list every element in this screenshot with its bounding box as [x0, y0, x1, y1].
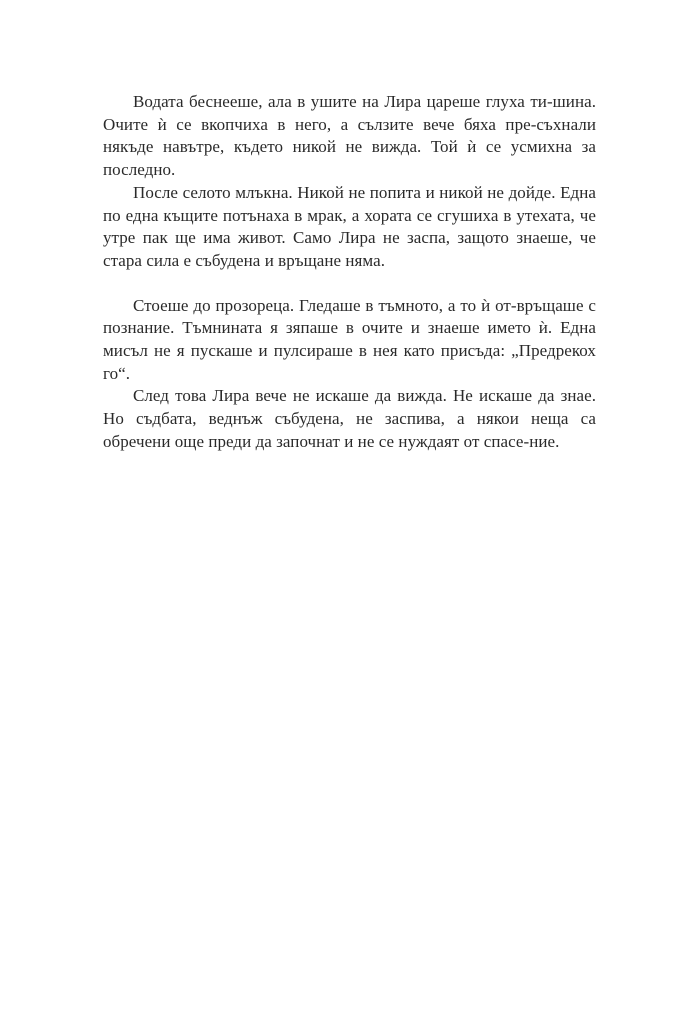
paragraph-2: После селото млъкна. Никой не попита и никой не дойде. Една по една къщите потънаха в мрак, а хората се сгушиха в утехата, че утре пак ще има живот. Само Лира не заспа, защото знаеше, че стара сила е събудена и връщане няма. — [103, 182, 596, 270]
section-break — [103, 273, 596, 295]
paragraph-3: Стоеше до прозореца. Гледаше в тъмното, а то ѝ от-връщаше с познание. Тъмнината я зяпаше в очите и знаеше името ѝ. Една мисъл не я пускаше и пулсираше в нея като присъда: „Предрекох го“. — [103, 295, 596, 383]
paragraph-4: След това Лира вече не искаше да вижда. Не искаше да знае. Но съдбата, веднъж събудена, не заспива, а някои неща са обречени още преди да започнат и не се нуждаят от спасе-ние. — [103, 386, 596, 451]
document-page — [103, 91, 596, 454]
paragraph-1: Водата беснееше, ала в ушите на Лира цареше глуха ти-шина. Очите ѝ се вкопчиха в него, а сълзите вече бяха пре-съхнали някъде навътре, където никой не вижда. Той ѝ се усмихна за последно. — [103, 92, 596, 180]
